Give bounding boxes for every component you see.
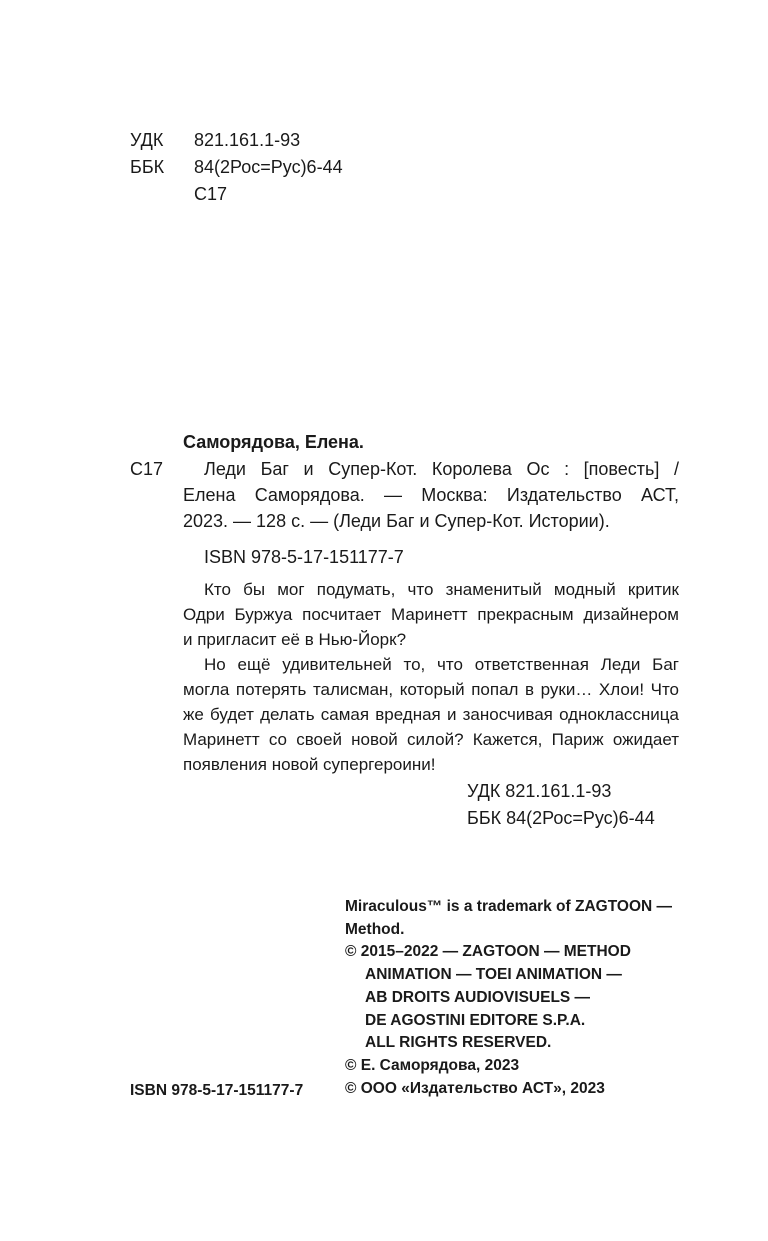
annotation-line: Но ещё удивительней то, что ответственная Леди Баг [204,655,679,674]
udk-label: УДК [130,130,164,150]
trademark-line: Method. [345,920,405,938]
footer-isbn: ISBN 978-5-17-151177-7 [130,1082,304,1099]
copyright-line: AB DROITS AUDIOVISUELS — [365,988,591,1006]
annotation-line: Маринетт со своей новой силой? Кажется, Париж ожидает [183,730,679,749]
copyright-line: DE AGOSTINI EDITORE S.P.A. [365,1011,586,1029]
copyright-publisher: © ООО «Издательство АСТ», 2023 [345,1079,605,1097]
annotation-line: могла потерять талисман, который попал в руки… Хлои! Что [183,680,679,699]
udk-value: 821.161.1-93 [194,130,301,150]
annotation [183,577,679,777]
record-line: Елена Саморядова. — Москва: Издательство АСТ, [183,485,679,505]
annotation-line: и пригласит её в Нью-Йорк? [183,630,407,649]
isbn-record: ISBN 978-5-17-151177-7 [204,547,404,567]
bibliographic-record [183,456,679,534]
copyright-line: ALL RIGHTS RESERVED. [365,1034,552,1052]
copyright-line: © 2015–2022 — ZAGTOON — METHOD [345,943,631,961]
legal-block [345,896,672,1100]
annotation-line: Одри Буржуа посчитает Маринетт прекрасным дизайнером [183,605,679,624]
author-mark: С17 [130,459,164,479]
trademark-line: Miraculous™ is a trademark of ZAGTOON — [345,898,673,915]
record-line: 2023. — 128 с. — (Леди Баг и Супер-Кот. Истории). [183,511,610,531]
annotation-line: появления новой супергероини! [183,755,436,774]
annotation-line: Кто бы мог подумать, что знаменитый модный критик [204,580,679,599]
udk-bottom: УДК 821.161.1-93 [467,781,612,801]
bbk-bottom: ББК 84(2Рос=Рус)6-44 [467,808,655,828]
author-heading: Саморядова, Елена. [183,432,364,452]
copyright-line: ANIMATION — TOEI ANIMATION — [365,966,622,984]
copyright-author: © Е. Саморядова, 2023 [345,1056,520,1074]
annotation-line: же будет делать самая вредная и заносчивая одноклассница [183,705,679,724]
bbk-label: ББК [130,157,165,177]
record-line: Леди Баг и Супер-Кот. Королева Ос : [повесть] / [204,459,679,479]
bbk-value: 84(2Рос=Рус)6-44 [194,157,343,177]
author-mark-top: С17 [194,184,228,204]
